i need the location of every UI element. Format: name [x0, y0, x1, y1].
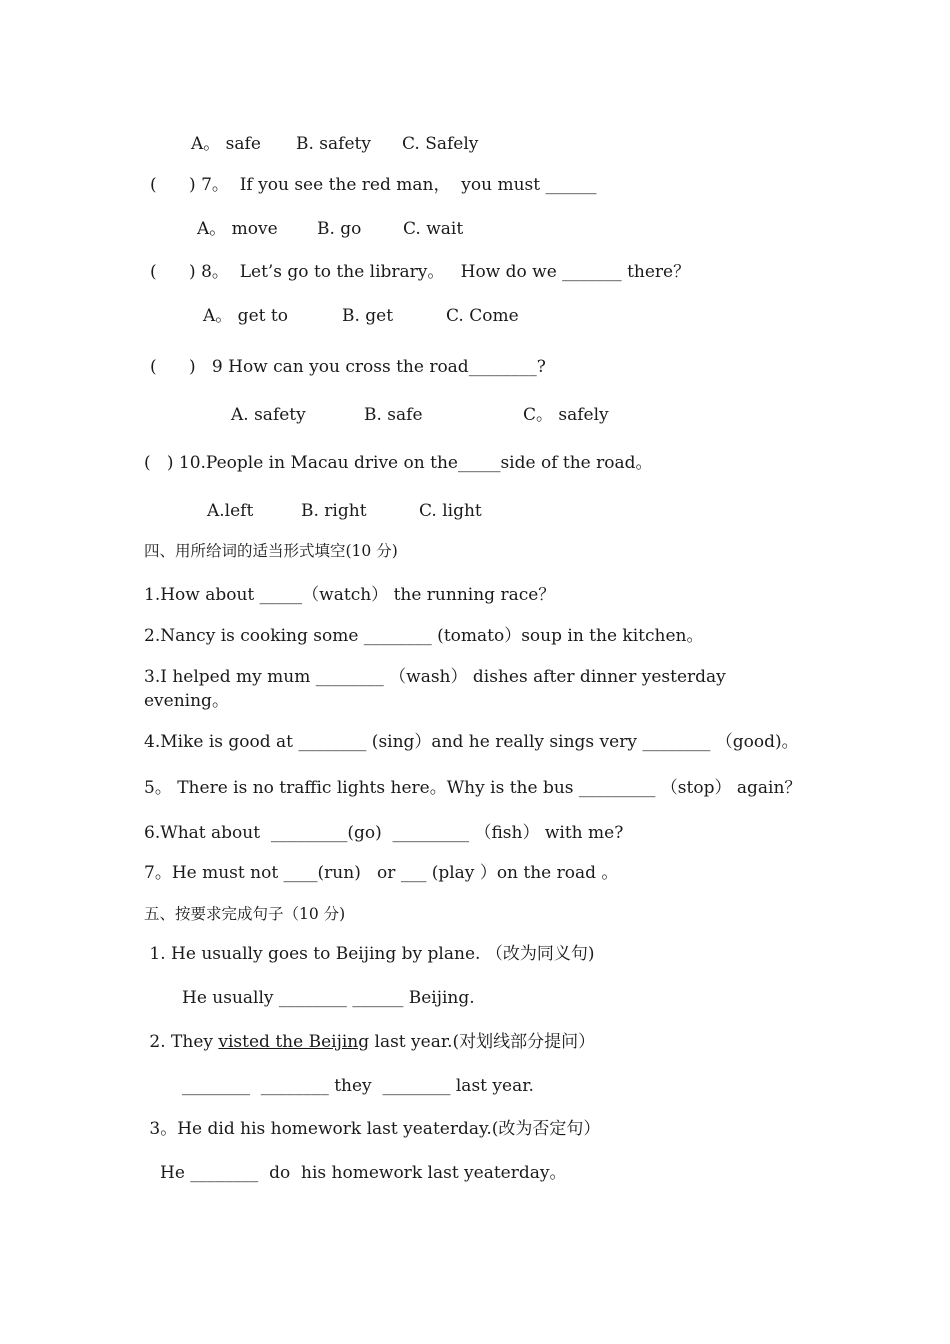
- q2-suffix: last year.(对划线部分提问）: [369, 1032, 596, 1052]
- q7-option-b: B. go: [317, 219, 362, 239]
- q10-option-b: B. right: [301, 501, 367, 521]
- section5-q2-answer: ________ ________ they ________ last year.: [182, 1076, 534, 1096]
- section4-item: 5。 There is no traffic lights here。Why is the bus _________ （stop） again？: [144, 778, 802, 798]
- section4-item: 4.Mike is good at ________ (sing）and he really sings very ________ （good)。: [144, 732, 799, 752]
- section4-item: 3.I helped my mum ________ （wash） dishes after dinner yesterday: [144, 667, 726, 687]
- section4-item-continuation: evening。: [144, 691, 229, 711]
- section5-q2-sentence: [144, 1031, 595, 1053]
- q6-option-a: A。 safe: [191, 134, 261, 154]
- section5-q3-answer: He ________ do his homework last yeaterday。: [160, 1163, 567, 1183]
- q9-option-a: A. safety: [231, 405, 306, 425]
- q8-option-c: C. Come: [446, 306, 519, 326]
- q7-option-a: A。 move: [197, 219, 278, 239]
- section4-item: 2.Nancy is cooking some ________ (tomato）soup in the kitchen。: [144, 626, 704, 646]
- section5-q3-sentence: 3。He did his homework last yeaterday.(改为否定句）: [144, 1119, 601, 1139]
- section4-item: 6.What about _________(go) _________ （fish） with me?: [144, 823, 624, 843]
- section5-q1-sentence: 1. He usually goes to Beijing by plane. （改为同义句): [144, 944, 595, 964]
- q8-option-a: A。 get to: [203, 306, 288, 326]
- section5-heading: 五、按要求完成句子（10 分): [144, 905, 346, 923]
- q10-option-c: C. light: [419, 501, 482, 521]
- q9-option-c: C。 safely: [523, 405, 609, 425]
- q8-question: ( ) 8。 Let’s go to the library。 How do we _______ there？: [150, 262, 691, 282]
- q2-prefix: 2. They: [144, 1032, 219, 1052]
- q2-underlined-part: visted the Beijing: [218, 1032, 370, 1052]
- q9-option-b: B. safe: [364, 405, 423, 425]
- section4-heading: 四、用所给词的适当形式填空(10 分): [144, 542, 398, 560]
- q7-option-c: C. wait: [403, 219, 464, 239]
- q8-option-b: B. get: [342, 306, 394, 326]
- section4-item: 1.How about _____（watch） the running race？: [144, 585, 556, 605]
- section5-q1-answer: He usually ________ ______ Beijing.: [182, 988, 475, 1008]
- q9-question: ( ) 9 How can you cross the road________?: [150, 357, 546, 377]
- q10-question: ( ) 10.People in Macau drive on the_____side of the road。: [144, 453, 653, 473]
- q10-option-a: A.left: [207, 501, 254, 521]
- q6-option-c: C. Safely: [402, 134, 479, 154]
- section4-item: 7。He must not ____(run) or ___ (play ）on the road 。: [144, 863, 619, 883]
- q7-question: ( ) 7。 If you see the red man， you must ______: [150, 175, 597, 195]
- q6-option-b: B. safety: [296, 134, 371, 154]
